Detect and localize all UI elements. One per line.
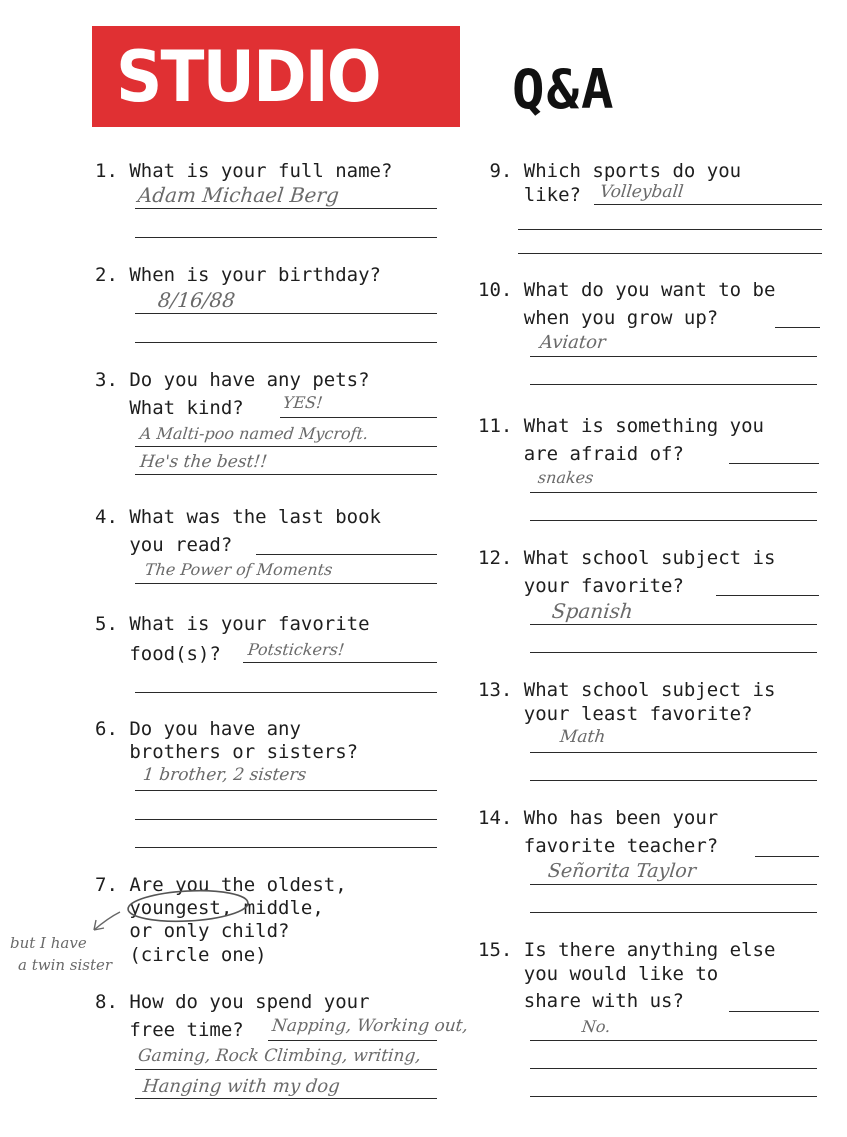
answer-9: Volleyball bbox=[598, 182, 685, 202]
question-15-line-1: 15. Is there anything else bbox=[478, 939, 776, 961]
question-9-line-2: like? bbox=[478, 184, 581, 206]
answer-13: Math bbox=[558, 727, 607, 747]
answer-8-line-1: Napping, Working out, bbox=[270, 1016, 469, 1036]
question-15-line-2: you would like to bbox=[478, 963, 719, 985]
question-11-line-1: 11. What is something you bbox=[478, 415, 764, 437]
answer-10: Aviator bbox=[538, 332, 607, 353]
answer-5: Potstickers! bbox=[247, 640, 346, 659]
question-3-line-2: What kind? bbox=[95, 397, 244, 419]
page-title: Q&A bbox=[512, 58, 616, 121]
question-8-line-2: free time? bbox=[95, 1019, 244, 1041]
question-10-line-1: 10. What do you want to be bbox=[478, 279, 776, 301]
question-9-line-1: 9. Which sports do you bbox=[478, 160, 742, 182]
answer-4: The Power of Moments bbox=[144, 560, 334, 579]
answer-11: snakes bbox=[537, 468, 595, 487]
answer-15: No. bbox=[581, 1017, 612, 1036]
question-7-line-2: youngest, middle, bbox=[95, 897, 324, 919]
question-2: 2. When is your birthday? bbox=[95, 264, 381, 286]
question-5-line-1: 5. What is your favorite bbox=[95, 613, 370, 635]
question-12-line-1: 12. What school subject is bbox=[478, 547, 776, 569]
question-15-line-3: share with us? bbox=[478, 990, 684, 1012]
brand-name: STUDIO bbox=[116, 35, 380, 118]
question-8-line-1: 8. How do you spend your bbox=[95, 991, 370, 1013]
question-3-line-1: 3. Do you have any pets? bbox=[95, 369, 370, 391]
margin-note-line-2: a twin sister bbox=[18, 956, 113, 974]
question-7-line-1: 7. Are you the oldest, bbox=[95, 874, 347, 896]
question-4-line-2: you read? bbox=[95, 534, 233, 556]
answer-3-line-1: YES! bbox=[282, 393, 324, 412]
question-5-line-2: food(s)? bbox=[95, 643, 221, 665]
answer-12: Spanish bbox=[550, 599, 635, 623]
question-1: 1. What is your full name? bbox=[95, 160, 393, 182]
answer-3-line-3: He's the best!! bbox=[138, 452, 269, 472]
answer-2: 8/16/88 bbox=[156, 288, 237, 312]
question-4-line-1: 4. What was the last book bbox=[95, 506, 381, 528]
answer-6: 1 brother, 2 sisters bbox=[141, 765, 308, 785]
question-10-line-2: when you grow up? bbox=[478, 307, 719, 329]
question-13-line-1: 13. What school subject is bbox=[478, 679, 776, 701]
margin-note-line-1: but I have bbox=[10, 934, 87, 952]
question-6-line-2: brothers or sisters? bbox=[95, 741, 359, 763]
question-14-line-1: 14. Who has been your bbox=[478, 807, 719, 829]
answer-3-line-2: A Malti-poo named Mycroft. bbox=[139, 424, 370, 443]
question-14-line-2: favorite teacher? bbox=[478, 835, 719, 857]
arrow-mark bbox=[94, 912, 120, 930]
circle-youngest-mark bbox=[127, 888, 248, 924]
question-7-line-4: (circle one) bbox=[95, 944, 267, 966]
question-11-line-2: are afraid of? bbox=[478, 443, 684, 465]
question-6-line-1: 6. Do you have any bbox=[95, 718, 301, 740]
question-7-line-3: or only child? bbox=[95, 920, 290, 942]
question-12-line-2: your favorite? bbox=[478, 575, 684, 597]
answer-8-line-3: Hanging with my dog bbox=[141, 1076, 341, 1097]
answer-8-line-2: Gaming, Rock Climbing, writing, bbox=[136, 1046, 422, 1066]
answer-14: Señorita Taylor bbox=[546, 860, 698, 882]
answer-1: Adam Michael Berg bbox=[136, 183, 341, 207]
question-13-line-2: your least favorite? bbox=[478, 703, 753, 725]
